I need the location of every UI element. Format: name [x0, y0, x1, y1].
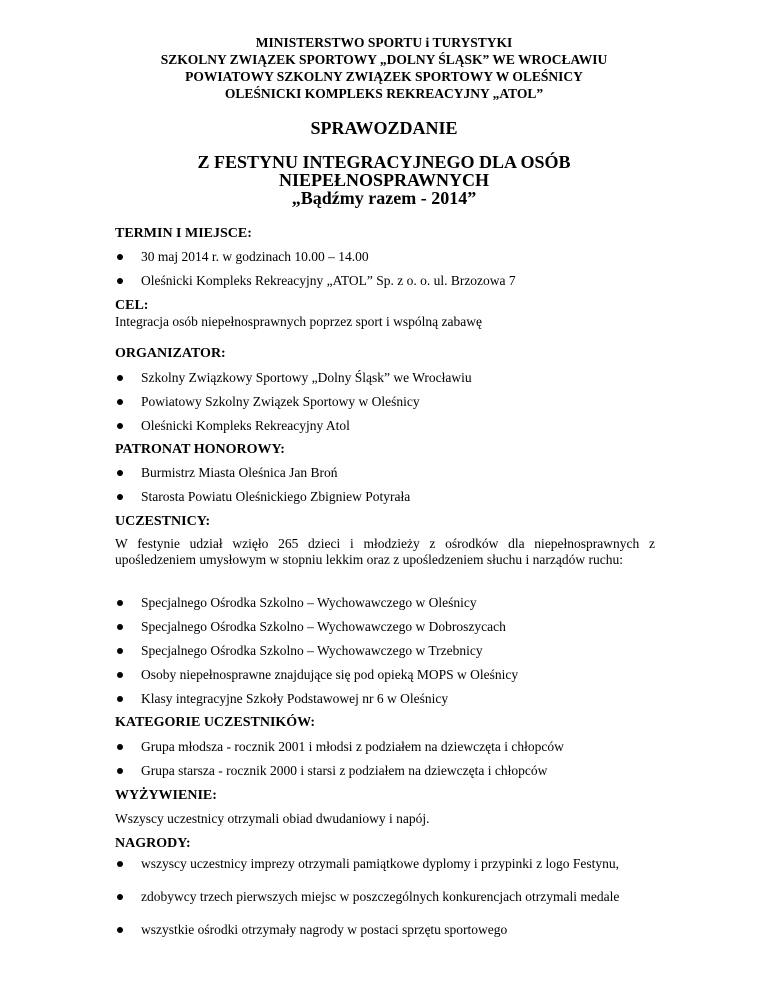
bullet-icon [117, 696, 123, 702]
bullet-icon [117, 768, 123, 774]
list-item: Powiatowy Szkolny Związek Sportowy w Oleśnicy [115, 394, 645, 410]
header-line-1: MINISTERSTWO SPORTU i TURYSTYKI [255, 35, 513, 50]
bullet-icon [117, 470, 123, 476]
list-item: wszyscy uczestnicy imprezy otrzymali pamiątkowe dyplomy i przypinki z logo Festynu, [115, 856, 635, 872]
list-item: Grupa starsza - rocznik 2000 i starsi z podziałem na dziewczęta i chłopców [115, 763, 645, 779]
bullet-icon [117, 494, 123, 500]
list-item: Specjalnego Ośrodka Szkolno – Wychowawczego w Oleśnicy [115, 595, 645, 611]
uczestnicy-text: W festynie udział wzięło 265 dzieci i młodzieży z ośrodków dla niepełnosprawnych z upośledzeniem umysłowym w stopniu lekkim oraz z upośledzeniem słuchu i narządów ruchu: [115, 536, 655, 567]
cel-text: Integracja osób niepełnosprawnych poprzez sport i wspólną zabawę [115, 314, 482, 329]
bullet-icon [117, 254, 123, 260]
report-subtitle-1: Z FESTYNU INTEGRACYJNEGO DLA OSÓB [197, 152, 571, 172]
uczestnicy-heading: UCZESTNICY: [115, 514, 211, 529]
bullet-icon [117, 894, 123, 900]
bullet-icon [117, 744, 123, 750]
bullet-icon [117, 672, 123, 678]
list-item: Klasy integracyjne Szkoły Podstawowej nr 6 w Oleśnicy [115, 691, 645, 707]
list-item: Osoby niepełnosprawne znajdujące się pod opieką MOPS w Oleśnicy [115, 667, 645, 683]
bullet-icon [117, 600, 123, 606]
list-item: Grupa młodsza - rocznik 2001 i młodsi z podziałem na dziewczęta i chłopców [115, 739, 645, 755]
bullet-icon [117, 624, 123, 630]
list-item: Specjalnego Ośrodka Szkolno – Wychowawczego w Trzebnicy [115, 643, 645, 659]
list-item: Oleśnicki Kompleks Rekreacyjny „ATOL” Sp. z o. o. ul. Brzozowa 7 [115, 273, 645, 289]
patronat-heading: PATRONAT HONOROWY: [115, 442, 285, 457]
cel-heading: CEL: [115, 298, 149, 313]
kategorie-heading: KATEGORIE UCZESTNIKÓW: [115, 715, 316, 730]
list-item: Szkolny Związkowy Sportowy „Dolny Śląsk” we Wrocławiu [115, 370, 645, 386]
bullet-icon [117, 648, 123, 654]
bullet-icon [117, 927, 123, 933]
report-subtitle-2: NIEPEŁNOSPRAWNYCH [278, 170, 490, 190]
header-line-3: POWIATOWY SZKOLNY ZWIĄZEK SPORTOWY W OLEŚNICY [185, 69, 583, 84]
list-item: zdobywcy trzech pierwszych miejsc w poszczególnych konkurencjach otrzymali medale [115, 889, 635, 905]
list-item: Burmistrz Miasta Oleśnica Jan Broń [115, 465, 645, 481]
organizator-heading: ORGANIZATOR: [115, 346, 226, 361]
report-motto: „Bądźmy razem - 2014” [291, 188, 477, 208]
list-item: 30 maj 2014 r. w godzinach 10.00 – 14.00 [115, 249, 645, 265]
list-item: Oleśnicki Kompleks Rekreacyjny Atol [115, 418, 645, 434]
list-item: Starosta Powiatu Oleśnickiego Zbigniew Potyrała [115, 489, 645, 505]
bullet-icon [117, 861, 123, 867]
bullet-icon [117, 278, 123, 284]
bullet-icon [117, 375, 123, 381]
list-item: wszystkie ośrodki otrzymały nagrody w postaci sprzętu sportowego [115, 922, 635, 938]
header-line-2: SZKOLNY ZWIĄZEK SPORTOWY „DOLNY ŚLĄSK” WE WROCŁAWIU [160, 52, 608, 67]
bullet-icon [117, 399, 123, 405]
nagrody-heading: NAGRODY: [115, 836, 191, 851]
list-item: Specjalnego Ośrodka Szkolno – Wychowawczego w Dobroszycach [115, 619, 645, 635]
termin-heading: TERMIN I MIEJSCE: [115, 226, 252, 241]
bullet-icon [117, 423, 123, 429]
wyzywienie-heading: WYŻYWIENIE: [115, 788, 217, 803]
report-title: SPRAWOZDANIE [310, 118, 458, 138]
header-line-4: OLEŚNICKI KOMPLEKS REKREACYJNY „ATOL” [224, 86, 544, 101]
wyzywienie-text: Wszyscy uczestnicy otrzymali obiad dwudaniowy i napój. [115, 811, 430, 826]
